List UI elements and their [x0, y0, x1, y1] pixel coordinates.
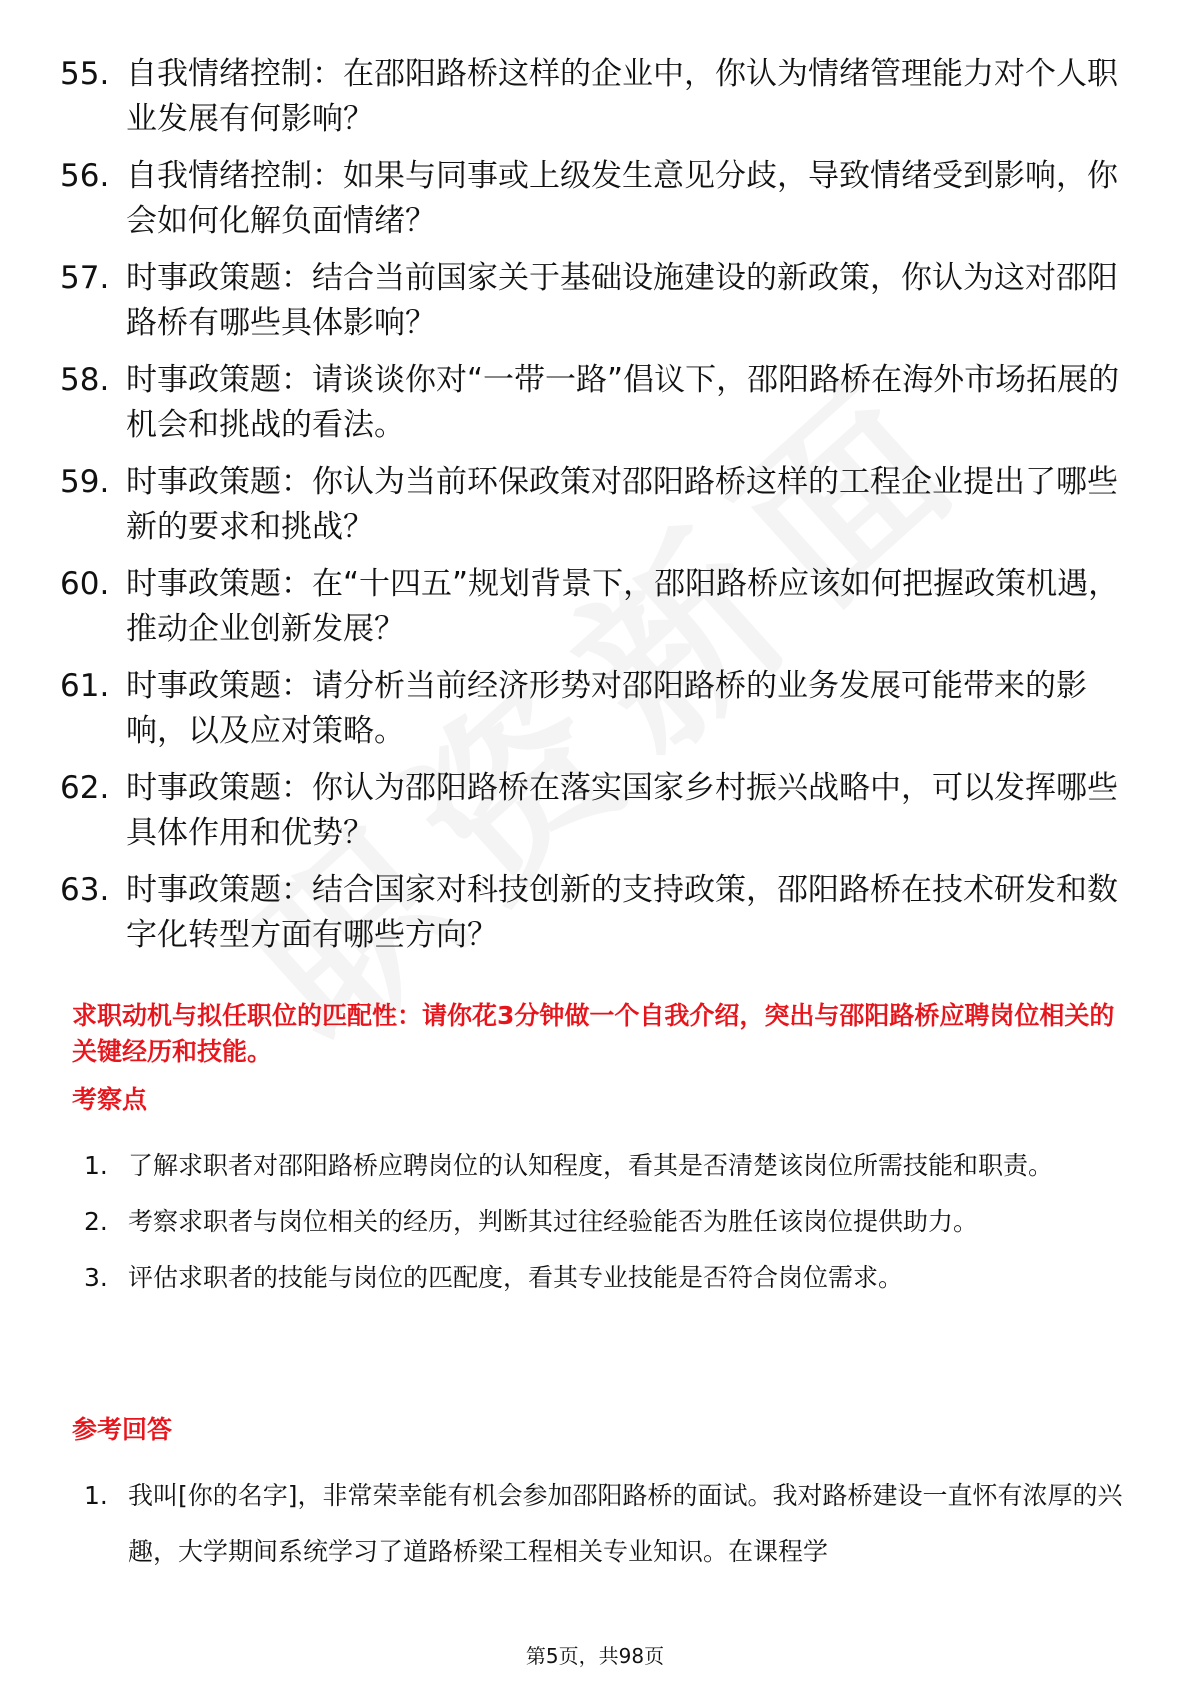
list-item-text: 我叫[你的名字]，非常荣幸能有机会参加邵阳路桥的面试。我对路桥建设一直怀有浓厚的兴趣，大学期间系统学习了道路桥梁工程相关专业知识。在课程学: [128, 1481, 1123, 1566]
question-number: 63.: [60, 872, 110, 908]
question-number: 57.: [60, 260, 110, 296]
question-number: 58.: [60, 362, 110, 398]
question-text: 时事政策题：你认为邵阳路桥在落实国家乡村振兴战略中，可以发挥哪些具体作用和优势？: [126, 770, 1118, 851]
question-item: [60, 562, 1130, 652]
question-number: 59.: [60, 464, 110, 500]
list-item-text: 考察求职者与岗位相关的经历，判断其过往经验能否为胜任该岗位提供助力。: [128, 1207, 979, 1236]
question-item: [60, 154, 1130, 244]
list-item-number: 1.: [84, 1151, 108, 1180]
question-text: 自我情绪控制：如果与同事或上级发生意见分歧，导致情绪受到影响，你会如何化解负面情绪？: [126, 158, 1118, 239]
list-item-text: 了解求职者对邵阳路桥应聘岗位的认知程度，看其是否清楚该岗位所需技能和职责。: [128, 1151, 1054, 1180]
list-item-text: 评估求职者的技能与岗位的匹配度，看其专业技能是否符合岗位需求。: [128, 1263, 904, 1292]
question-text: 时事政策题：你认为当前环保政策对邵阳路桥这样的工程企业提出了哪些新的要求和挑战？: [126, 464, 1118, 545]
answer-list: [84, 1468, 1124, 1580]
question-number: 62.: [60, 770, 110, 806]
list-item: [84, 1138, 1124, 1194]
question-text: 时事政策题：请谈谈你对“一带一路”倡议下，邵阳路桥在海外市场拓展的机会和挑战的看法。: [126, 362, 1120, 443]
list-item-number: 1.: [84, 1481, 108, 1510]
list-item-number: 2.: [84, 1207, 108, 1236]
question-item: [60, 52, 1130, 142]
question-number: 55.: [60, 56, 110, 92]
question-text: 时事政策题：请分析当前经济形势对邵阳路桥的业务发展可能带来的影响，以及应对策略。: [126, 668, 1087, 749]
list-item: [84, 1468, 1124, 1580]
question-item: [60, 766, 1130, 856]
question-list: [60, 52, 1130, 970]
highlighted-question: 求职动机与拟任职位的匹配性：请你花3分钟做一个自我介绍，突出与邵阳路桥应聘岗位相关的关键经历和技能。: [72, 1001, 1115, 1066]
question-item: [60, 664, 1130, 754]
question-text: 时事政策题：结合国家对科技创新的支持政策，邵阳路桥在技术研发和数字化转型方面有哪些方向？: [126, 872, 1118, 953]
question-number: 60.: [60, 566, 110, 602]
question-text: 自我情绪控制：在邵阳路桥这样的企业中，你认为情绪管理能力对个人职业发展有何影响？: [126, 56, 1118, 137]
question-number: 61.: [60, 668, 110, 704]
list-item: [84, 1194, 1124, 1250]
observation-title: 考察点: [72, 1085, 148, 1114]
observation-list: [84, 1138, 1124, 1306]
question-item: [60, 460, 1130, 550]
question-item: [60, 358, 1130, 448]
list-item-number: 3.: [84, 1263, 108, 1292]
question-text: 时事政策题：结合当前国家关于基础设施建设的新政策，你认为这对邵阳路桥有哪些具体影响？: [126, 260, 1118, 341]
question-text: 时事政策题：在“十四五”规划背景下，邵阳路桥应该如何把握政策机遇，推动企业创新发展？: [126, 566, 1120, 647]
question-item: [60, 868, 1130, 958]
answer-title: 参考回答: [72, 1415, 173, 1444]
page-footer: 第5页，共98页: [525, 1644, 665, 1668]
question-item: [60, 256, 1130, 346]
list-item: [84, 1250, 1124, 1306]
question-number: 56.: [60, 158, 110, 194]
